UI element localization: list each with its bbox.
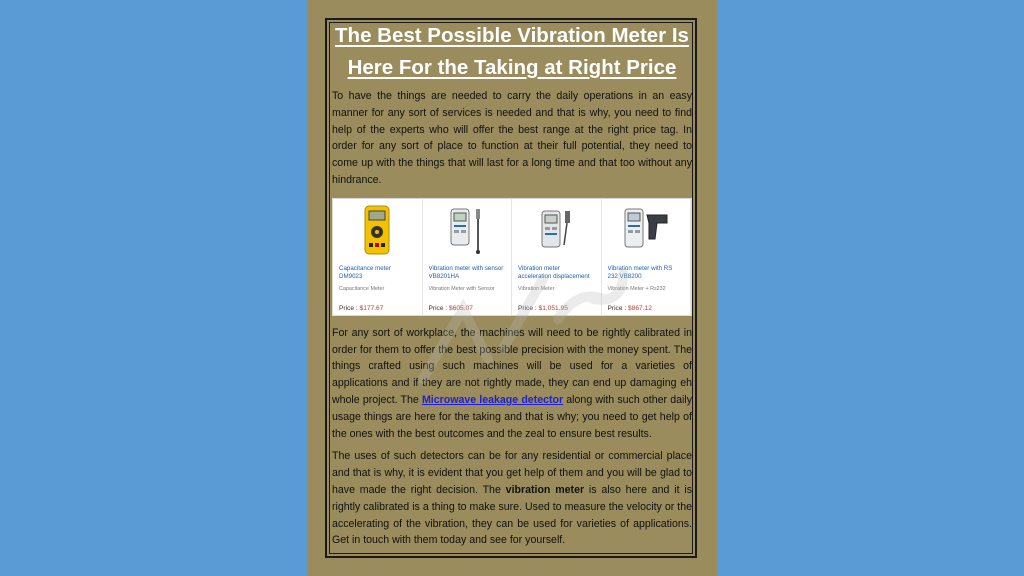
price-label: Price : [518,304,537,312]
product-name[interactable]: Vibration meter with RS 232 VB8200 [607,264,673,280]
product-price [608,305,685,312]
product-price [339,305,416,312]
paragraph-3-text-b: is also here and it is rightly calibrated is a thing to make sure. Used to measure the velocity or the accelerating of the vibration, they can be used for varieties of applications. Get in touch with them today and see for yourself. [332,483,692,547]
price-label: Price : [428,304,448,312]
paragraph-2-text-b: along with such other daily usage things are here for the taking and that is why; you need to get help of the ones with the best outcomes and the zeal to ensure best results. [332,393,692,440]
paragraph-2-text-a: For any sort of workplace, the machines will need to be rightly calibrated in order for them to offer the best possible precision with the money spent. The things crafted using such machines will be used for a varieties of applications and if they are not rightly made, they can end up damaging eh whole project. The [332,326,692,406]
price-amount: $605.07 [449,304,473,312]
product-card[interactable] [423,199,513,315]
price-label: Price : [607,304,627,312]
product-card[interactable] [333,199,423,315]
product-name[interactable]: Vibration meter with sensor VB8201HA [428,264,504,280]
yellow-multimeter-icon [339,203,416,257]
price-amount: $867.12 [628,304,652,312]
paragraph-1: To have the things are needed to carry the daily operations in an easy manner for any sort of services is needed and that is why, you need to find help of the experts who will offer the best range at the right price tag. In order for any sort of place to function at their full potential, they need to come up with the things that will last for a long time and that too without any hindrance. [332,90,692,186]
product-description: Vibration Meter with Sensor [428,285,495,292]
paragraph-3-text-a: The uses of such detectors can be for any residential or commercial place and that is why, it is evident that you get help of them and you will be glad to have made the right decision. The [332,450,692,496]
product-name[interactable]: Vibration meter acceleration displacement [518,264,590,280]
product-price [429,305,506,312]
title-line-1: The Best Possible Vibration Meter Is [335,24,689,47]
vibration-meter-gun-icon [608,203,685,257]
vibration-meter-probe-icon [429,203,506,257]
microwave-leakage-detector-link[interactable]: Microwave leakage detector [421,393,564,406]
price-amount: $177.67 [359,304,384,312]
vibration-meter-bold: vibration meter [505,483,585,496]
price-label: Price : [339,304,358,312]
paragraph-3 [332,448,692,549]
product-description: Vibration Meter [518,285,555,292]
vibration-meter-icon [518,203,595,257]
product-name[interactable]: Capacitance meter DM9023 [339,264,391,280]
title-line-2: Here For the Taking at Right Price [347,56,677,79]
page-title [332,20,692,84]
product-price [518,305,595,312]
slide-content [332,20,692,549]
slide-panel [307,0,717,576]
product-description: Capacitance Meter [339,285,385,292]
price-amount: $1,051.95 [538,304,568,312]
product-card[interactable] [512,199,602,315]
product-strip [332,198,692,316]
paragraph-2 [332,325,692,443]
product-description: Vibration Meter + Rs232 [607,285,666,292]
product-card[interactable] [602,199,692,315]
